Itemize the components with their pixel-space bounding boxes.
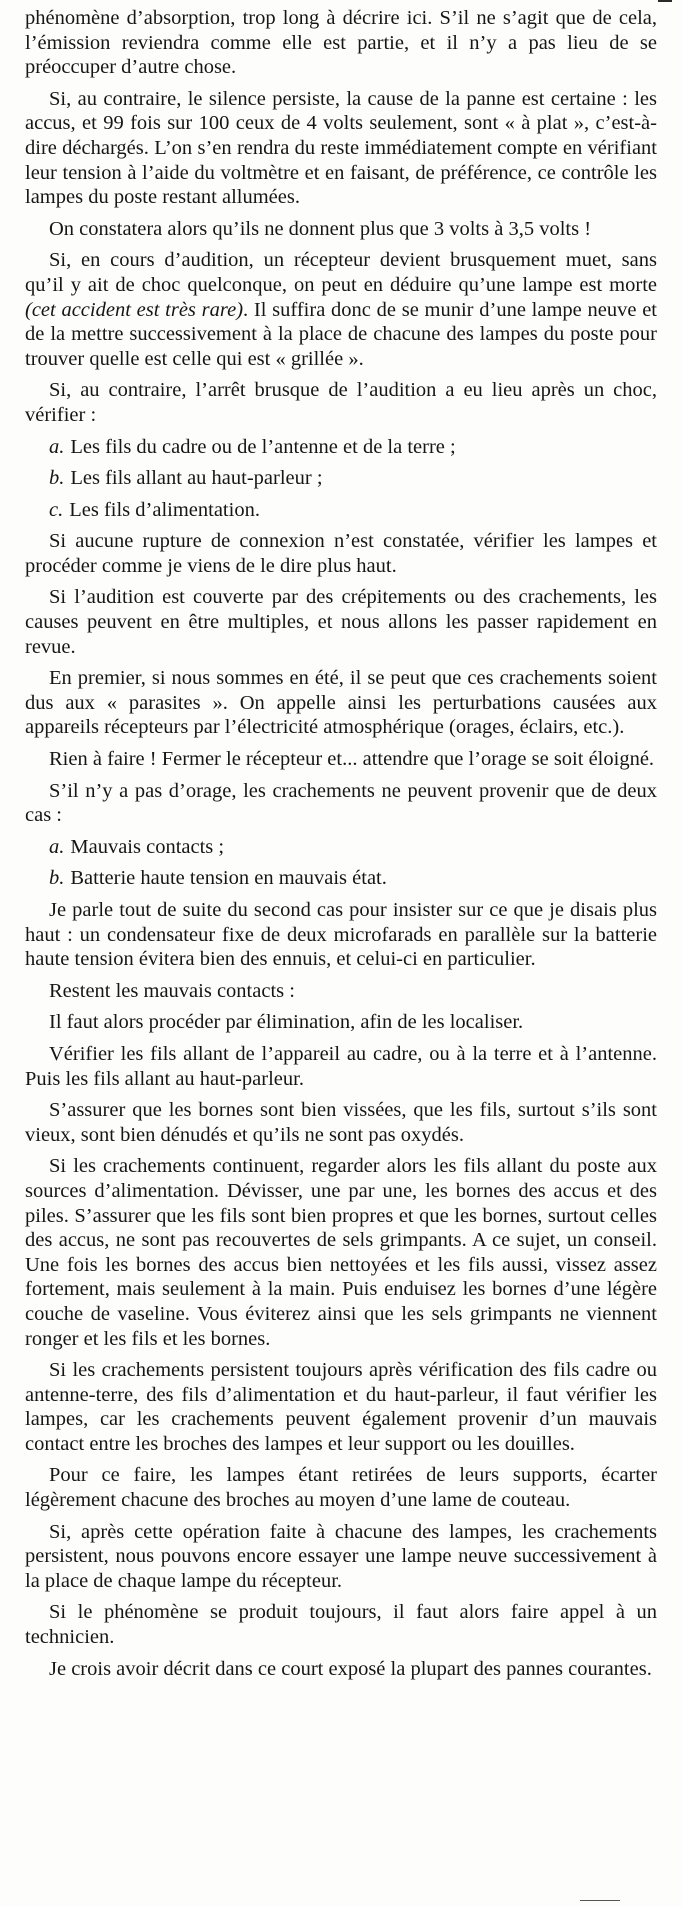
paragraph: Si aucune rupture de connexion n’est constatée, vérifier les lampes et procéder comme je viens de le dire plus haut. (25, 530, 657, 577)
list-item (25, 866, 657, 891)
list-item (25, 835, 657, 860)
paragraph: Il faut alors procéder par élimination, afin de les localiser. (49, 1011, 524, 1034)
list-item-text: Les fils d’alimentation. (69, 498, 260, 521)
list-marker: a. (49, 835, 65, 858)
paragraph: S’il n’y a pas d’orage, les crachements ne peuvent provenir que de deux cas : (25, 779, 657, 827)
bottom-edge-mark (580, 1900, 620, 1901)
list-marker: a. (49, 435, 65, 458)
list-item (25, 435, 657, 460)
list-marker: b. (49, 867, 65, 890)
paragraph-text: Si, en cours d’audition, un récepteur devient brusquement muet, sans qu’il y ait de choc quelconque, on peut en déduire qu’une lampe est morte (25, 249, 657, 296)
text-column (25, 6, 657, 1688)
list-item-text: Les fils du cadre ou de l’antenne et de la terre ; (70, 435, 456, 458)
paragraph: On constatera alors qu’ils ne donnent plus que 3 volts à 3,5 volts ! (49, 217, 592, 240)
list-item (25, 466, 657, 491)
paragraph: En premier, si nous sommes en été, il se peut que ces crachements soient dus aux « parasites ». On appelle ainsi les perturbations causées aux appareils récepteurs par l’électricité atmosphérique (orages, éclairs, etc.). (25, 667, 657, 739)
list-marker: c. (49, 498, 64, 521)
paragraph-text: . Il suffira donc de se munir d’une lampe neuve et de la mettre successivement à la place de chacune des lampes du poste pour trouver quelle est celle qui est « grillée ». (25, 298, 657, 370)
paragraph: Vérifier les fils allant de l’appareil au cadre, ou à la terre et à l’antenne. Puis les fils allant au haut-parleur. (25, 1042, 657, 1090)
list-marker: b. (49, 467, 65, 490)
paragraph: Si l’audition est couverte par des crépitements ou des crachements, les causes peuvent en être multiples, et nous allons les passer rapidement en revue. (25, 586, 657, 658)
paragraph: Restent les mauvais contacts : (49, 979, 295, 1002)
paragraph: Si les crachements continuent, regarder alors les fils allant du poste aux sources d’alimentation. Dévisser, une par une, les bornes des accus et des piles. S’assurer que les fils sont bien propres et que les bornes, surtout celles des accus, ne sont pas recouvertes de sels grimpants. A ce sujet, un conseil. Une fois les bornes des accus bien nettoyées et les fils aussi, vissez assez fortement, mais seulement à la main. Puis enduisez les bornes d’une légère couche de vaseline. Vous éviterez ainsi que les sels grimpants ne viennent ronger et les fils et les bornes. (25, 1155, 657, 1350)
paragraph: Si le phénomène se produit toujours, il faut alors faire appel à un technicien. (25, 1601, 657, 1649)
paragraph: Si, au contraire, le silence persiste, la cause de la panne est certaine : les accus, et 99 fois sur 100 ceux de 4 volts seulement, sont « à plat », c’est-à-dire déchargés. L’on s’en rendra du reste immédiatement compte en vérifiant leur tension à l’aide du voltmètre et en faisant, de préférence, ce contrôle les lampes du poste restant allumées. (25, 87, 657, 209)
paragraph (25, 248, 657, 371)
paragraph: phénomène d’absorption, trop long à décrire ici. S’il ne s’agit que de cela, l’émission reviendra comme elle est partie, et il n’y a pas lieu de se préoccuper d’autre chose. (25, 7, 657, 79)
paragraph: Je parle tout de suite du second cas pour insister sur ce que je disais plus haut : un condensateur fixe de deux microfarads en parallèle sur la batterie haute tension évitera bien des ennuis, et celui-ci en particulier. (25, 899, 657, 971)
paragraph: Rien à faire ! Fermer le récepteur et... attendre que l’orage se soit éloigné. (49, 748, 655, 771)
paragraph: Si, au contraire, l’arrêt brusque de l’audition a eu lieu après un choc, vérifier : (25, 379, 657, 426)
closing-paragraph: Je crois avoir décrit dans ce court exposé la plupart des pannes courantes. (49, 1657, 652, 1680)
page-edge-mark (658, 0, 672, 2)
paragraph: Pour ce faire, les lampes étant retirées de leurs supports, écarter légèrement chacune des broches au moyen d’une lame de couteau. (25, 1464, 657, 1512)
list-item-text: Batterie haute tension en mauvais état. (70, 867, 387, 890)
paragraph: Si les crachements persistent toujours après vérification des fils cadre ou antenne-terre, des fils d’alimentation et du haut-parleur, il faut vérifier les lampes, car les crachements peuvent également provenir d’un mauvais contact entre les broches des lampes et leur support ou les douilles. (25, 1359, 657, 1455)
list-item-text: Les fils allant au haut-parleur ; (70, 467, 323, 490)
list-item-text: Mauvais contacts ; (70, 835, 225, 858)
paragraph: Si, après cette opération faite à chacune des lampes, les crachements persistent, nous pouvons encore essayer une lampe neuve successivement à la place de chaque lampe du récepteur. (25, 1520, 657, 1592)
italic-remark: (cet accident est très rare) (25, 298, 244, 321)
paragraph: S’assurer que les bornes sont bien vissées, que les fils, surtout s’ils sont vieux, sont bien dénudés et qu’ils ne sont pas oxydés. (25, 1099, 657, 1146)
list-item (25, 498, 657, 523)
